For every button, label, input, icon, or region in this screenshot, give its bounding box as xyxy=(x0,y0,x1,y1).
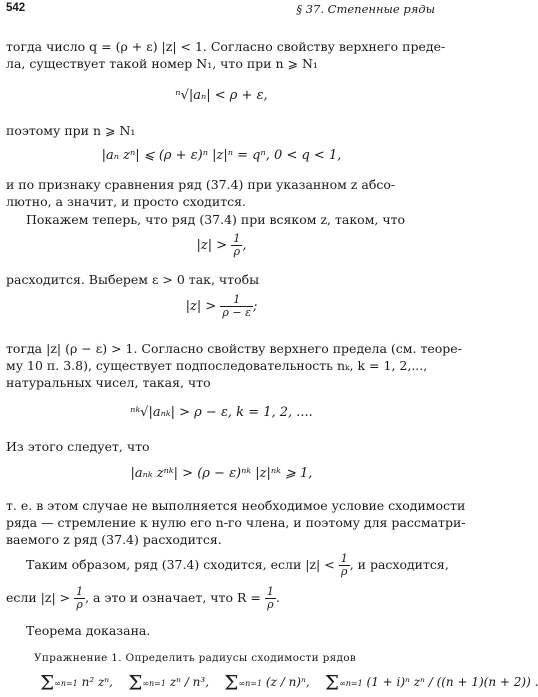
fraction xyxy=(339,553,350,578)
text-fragment: . xyxy=(275,590,280,605)
fraction-denominator: ρ xyxy=(340,565,348,578)
fraction-numerator: 1 xyxy=(233,232,241,245)
series-term: n² zⁿ, xyxy=(81,674,113,689)
eq-punct: , xyxy=(242,238,247,253)
sum-upper-limit: ∞ xyxy=(142,678,150,688)
equation-z-greater-eps xyxy=(0,294,443,319)
page-number: 542 xyxy=(6,2,26,14)
series-3 xyxy=(224,670,310,694)
series-term: (1 + i)ⁿ zⁿ / ((n + 1)(n + 2)) . xyxy=(366,674,538,689)
eq-lhs: |z| > xyxy=(196,238,228,253)
fraction xyxy=(74,586,85,611)
series-4 xyxy=(324,670,538,694)
fraction-numerator: 1 xyxy=(266,585,274,598)
text-line: и по признаку сравнения ряд (37.4) при указанном z абсо- xyxy=(6,177,396,192)
sum-sign: Σ xyxy=(128,670,143,694)
sum-upper-limit: ∞ xyxy=(54,678,61,688)
equation-root: ⁿ√|aₙ| < ρ + ε, xyxy=(175,88,268,103)
text-line: му 10 п. 3.8), существует подпоследовательность nₖ, k = 1, 2,..., xyxy=(6,358,428,373)
text-line: тогда число q = (ρ + ε) |z| < 1. Согласно свойству верхнего преде- xyxy=(6,39,446,54)
eq-lhs: |z| > xyxy=(185,299,217,314)
sum-lower-limit: n=1 xyxy=(60,678,78,688)
fraction-numerator: 1 xyxy=(220,294,253,307)
series-1 xyxy=(40,670,113,694)
sum-sign: Σ xyxy=(40,670,55,694)
series-term: (z / n)ⁿ, xyxy=(265,674,310,689)
text-line: ряда — стремление к нулю его n-го члена, и поэтому для рассматри- xyxy=(6,515,466,530)
sum-lower-limit: n=1 xyxy=(345,678,363,688)
text-line: Покажем теперь, что ряд (37.4) при всяком z, таком, что xyxy=(26,212,406,227)
text-line-conclusion xyxy=(26,552,449,578)
text-line-radius xyxy=(6,586,438,611)
eq-punct: ; xyxy=(252,299,258,314)
series-term: zⁿ / n³, xyxy=(169,674,210,689)
fraction xyxy=(231,233,242,258)
exercise-series-row xyxy=(40,670,538,694)
theorem-proved: Теорема доказана. xyxy=(26,623,151,638)
sum-sign: Σ xyxy=(224,670,239,694)
text-line: ваемого z ряд (37.4) расходится. xyxy=(6,532,222,547)
running-head: § 37. Степенные ряды xyxy=(296,2,435,16)
sum-lower-limit: n=1 xyxy=(245,678,263,688)
text-line: т. е. в этом случае не выполняется необходимое условие сходимости xyxy=(6,498,466,513)
text-line: ла, существует такой номер N₁, что при n ⩾ N₁ xyxy=(6,56,318,71)
text-fragment: Таким образом, ряд (37.4) сходится, если |z| < xyxy=(26,557,335,572)
fraction-denominator: ρ xyxy=(233,245,241,258)
text-line: Из этого следует, что xyxy=(6,439,150,454)
fraction-denominator: ρ xyxy=(267,598,274,611)
text-fragment: если |z| > xyxy=(6,590,71,605)
fraction-numerator: 1 xyxy=(340,552,348,565)
equation-z-greater xyxy=(0,233,443,258)
equation-inequality: |aₙ zⁿ| ⩽ (ρ + ε)ⁿ |z|ⁿ = qⁿ, 0 < q < 1, xyxy=(101,148,342,163)
fraction xyxy=(220,294,253,319)
sum-sign: Σ xyxy=(324,670,340,694)
fraction-numerator: 1 xyxy=(76,585,84,598)
sum-upper-limit: ∞ xyxy=(238,678,246,688)
fraction-denominator: ρ − ε xyxy=(222,306,251,319)
text-line: расходится. Выберем ε > 0 так, чтобы xyxy=(6,272,260,287)
equation-subsequence: ⁿᵏ√|aₙₖ| > ρ − ε, k = 1, 2, .... xyxy=(130,405,313,420)
fraction xyxy=(265,586,276,611)
text-line: тогда |z| (ρ − ε) > 1. Согласно свойству верхнего предела (см. теоре- xyxy=(6,341,462,356)
text-line: натуральных чисел, такая, что xyxy=(6,375,211,390)
text-fragment: , и расходится, xyxy=(349,557,449,572)
sum-upper-limit: ∞ xyxy=(339,678,346,688)
sum-lower-limit: n=1 xyxy=(149,678,166,688)
exercise-text: Определить радиусы сходимости рядов xyxy=(125,652,357,664)
text-line: поэтому при n ⩾ N₁ xyxy=(6,123,136,138)
text-line: лютно, а значит, и просто сходится. xyxy=(6,194,246,209)
text-fragment: , а это и означает, что R = xyxy=(85,590,261,605)
exercise-heading xyxy=(34,652,356,664)
series-2 xyxy=(128,670,210,694)
equation-term-bound: |aₙₖ zⁿᵏ| > (ρ − ε)ⁿᵏ |z|ⁿᵏ ⩾ 1, xyxy=(130,466,313,481)
page-header xyxy=(6,2,435,20)
exercise-label: Упражнение 1. xyxy=(34,652,122,664)
fraction-denominator: ρ xyxy=(76,598,83,611)
